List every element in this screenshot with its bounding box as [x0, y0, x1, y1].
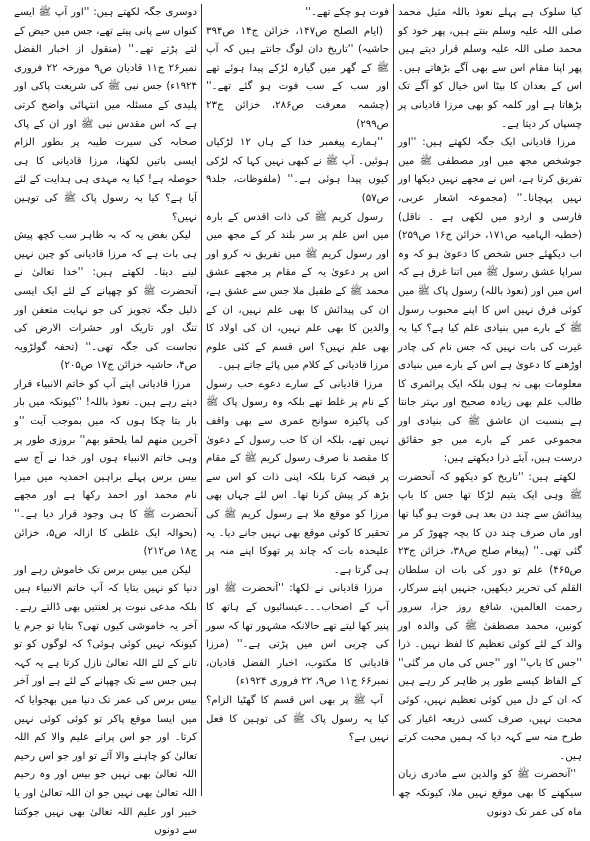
- paragraph: دوسری جگہ لکھتے ہیں: ''اور آپ ﷺ ایسے کنواں سے پانی پیتے تھے، جس میں حیض کے لتے پڑتے تھے۔'' (منقول از اخبار الفضل نمبر۲۶ ج۱۱ قادیان ص۹ مورخہ ۲۲ فروری ۱۹۲۴ء) جس نبی ﷺ کی شریعت پاکی اور پلیدی کے مسئلہ میں انتہائی واضح کرتی ہے کہ اس مقدس نبی ﷺ اور ان کے پاک صحابہ کی سیرت طیبہ پر بطور الزام ایسی باتیں لکھنا، مرزا قادیانی کا ہی حوصلہ ہے! کیا یہ مہدی ہی ہدایت کے لئے آیا ہے؟ کیا یہ رسول پاک ﷺ کی توہین نہیں؟: [14, 7, 197, 223]
- paragraph: آپ ﷺ پر بھی اس قسم کا گھٹیا الزام؟ کیا یہ رسول پاک ﷺ کی توہین کا فعل نہیں ہے؟: [206, 694, 389, 744]
- paragraph: ''ہمارے پیغمبر خدا کے ہاں ۱۲ لڑکیاں ہوئیں۔ آپ ﷺ نے کبھی نہیں کہا کہ لڑکی کیوں پیدا ہوئی ہے۔'' (ملفوظات، جلد۹ ص۵۷): [206, 137, 389, 204]
- paragraph: فوت ہو چکے تھے۔'': [305, 7, 389, 18]
- column-middle: [202, 4, 394, 796]
- paragraph: رسول کریم ﷺ کی ذات اقدس کے بارہ میں اس علم پر سر بلند کر کے مجھ میں اور رسول کریم ﷺ میں تفریق نہ کرو اور اس پر دعویٰ یہ کے مقام پر مجھے عشق محمد ﷺ کے طفیل ملا جس سے عشق ہے، ان کی پیدائش کا بھی علم نہیں، ان کے والدین کا بھی علم نہیں، ان کی اولاد کا بھی علم نہیں؟ اس قسم کے کئی علوم مرزا قادیانی کے کلام میں پائے جاتے ہیں۔: [206, 211, 389, 372]
- paragraph: ''آنحضرت ﷺ کو والدین سے مادری زبان سیکھنے کا بھی موقع نہیں ملا، کیونکہ چھ ماہ کی عمر تک دونوں: [398, 769, 582, 818]
- column-right: [394, 4, 586, 818]
- paragraph: لیکن میں بیس برس تک خاموش رہے اور دنیا کو نہیں بتایا کہ آپ خاتم الانبیاء ہیں بلکہ مدعی نبوت پر لعنتیں بھی ڈالتے رہے۔ آخر یہ خاموشی کیوں تھی؟ بتایا تو جرم یا کیونکہ نہیں کوئی ہوئی؟ کہ لوگوں کو تو تانے کے لئے اللہ تعالیٰ نازل کرتا ہے یہ کہہ ہیں جس سے تک چھپانے کے لئے ہے اور آخر بیس برس کی عمر تک دنیا میں بھجوایا کہ میں ایسا موقع پاکر تو کوئی کوئی نہیں کرتا۔ اور جو اس پرانے علیم والا کم اللہ تعالیٰ کو چاہنے والا آئے تو اور جو اس رحیم اللہ تعالیٰ بھی نہیں جو بیس اور وہ رحیم اللہ تعالیٰ بھی نہیں جو ان اللہ تعالیٰ اور یا خبیر اور علیم اللہ تعالیٰ بھی نہیں جوکتنا سے دونوں: [14, 564, 197, 837]
- paragraph: کیا سلوک ہے پہلے نعوذ باللہ مثیل محمد صلی اللہ علیہ وسلم بنتے ہیں، پھر خود کو محمد صلی اللہ علیہ وسلم قرار دیتے ہیں پھر اپنا مقام اس سے بھی آگے بڑھاتے ہیں۔ اس کے بعدان کا بیٹا اس خیال کو آگے تک بڑھاتا ہے اور کلمہ کو بھی مرزا قادیانی پر چسپاں کر دیتا ہے۔: [398, 7, 582, 130]
- paragraph: لیکن بغض یہ کہ بہ ظاہر سب کچھ پیش ہی بات ہے کہ مرزا قادیانی کو چین نہیں لینے دیتا۔ لکھتے ہیں: ''خدا تعالیٰ نے آنحضرت ﷺ کو چھپانے کے لئے ایک ایسی ذلیل جگہ تجویز کی جو نہایت متعفن اور تنگ اور تاریک اور حشرات الارض کی نجاست کی جگہ تھی۔'' (تحفہ گولڑویہ ص۴، حاشیہ خزائن ج۱۷ ص۲۰۵): [14, 230, 197, 372]
- paragraph: مرزا قادیانی نے لکھا: ''آنحضرت ﷺ اور آپ کے اصحاب۔۔۔عیسائیوں کے ہاتھ کا پنیر کھا لیتے تھے حالانکہ مشہور تھا کہ سور کی چربی اس میں پڑتی ہے۔'' (مرزا قادیانی کا مکتوب، اخبار الفضل قادیان، نمبر۶۶ ج۱۱ ص۹، ۲۲ فروری ۱۹۲۴ء): [206, 583, 389, 688]
- paragraph: (ایام الصلح ص۱۴۷، خزائن ج۱۴ ص۳۹۴ حاشیہ) ''تاریخ دان لوگ جانتے ہیں کہ آپ ﷺ کے گھر میں گیارہ لڑکے پیدا ہوئے تھے اور سب کے سب فوت ہو گئے تھے۔'' (چشمہ معرفت ص۲۸۶، خزائن ج۲۳ ص۲۹۹): [206, 25, 389, 130]
- paragraph: مرزا قادیانی اپنے آپ کو خاتم الانبیاء قرار دیتے رہے ہیں۔ نعوذ باللہ! ''کیونکہ میں بار بار بتا چکا ہوں کہ میں بموجب آیت ''و آخرین منھم لما یلحقو بھم'' بروزی طور پر وہی خاتم الانبیاء ہوں اور خدا نے آج سے بیس برس پہلے براہین احمدیہ میں میرا نام محمد اور احمد رکھا ہے اور مجھے آنحضرت ﷺ کا ہی وجود قرار دیا ہے۔'' (بحوالہ ایک غلطی کا ازالہ ص۵، خزائن ج۱۸ ص۲۱۲): [14, 378, 197, 558]
- column-left: [10, 4, 202, 837]
- paragraph: مرزا قادیانی ایک جگہ لکھتے ہیں: ''اور جوشخص مجھ میں اور مصطفی ﷺ میں تفریق کرتا ہے، اس نے مجھے نہیں دیکھا اور نہیں پہچانا۔'' (مجموعہ اشعار عربی، فارسی و اردو میں لکھی ہے ۔ ناقل) (خطبہ الہامیہ ص۱۷۱، خزائن ج۱۶ ص۲۵۹) اب دیکھئے جس شخص کا دعویٰ ہو کہ وہ سراپا عشق رسول ﷺ میں اتنا غرق ہے کہ اس میں اور (نعوذ باللہ) رسول پاک ﷺ میں کوئی فرق نہیں اس کا اپنے محبوب رسول ﷺ کے بارے میں بنیادی علم کیا ہے؟ کیا یہ غیرت کی بات نہیں کہ جس نام کی چادر اوڑھنے کا دعویٰ ہے اس کے بارے میں بنیادی معلومات بھی نہ ہوں بلکہ ایک پرائمری کا طالب علم بھی زیادہ صحیح اور بہتر جانتا ہے بنسبت ان عاشق ﷺ کی بنیادی اور مجموعی عمر کے بارے میں جو حقائق درست ہیں، آیئے ذرا دیکھتے ہیں:: [398, 137, 582, 465]
- paragraph: لکھتے ہیں: ''تاریخ کو دیکھو کہ آنحضرت ﷺ وہی ایک یتیم لڑکا تھا جس کا باپ پیدائش سے چند دن بعد ہی فوت ہو گیا تھا اور ماں صرف چند دن کا بچہ چھوڑ کر مر گئی تھی۔'' (پیغام صلح ص۳۸، خزائن ج۲۳ ص۴۶۵) علم تو دور کی بات ان سلطان القلم کی تحریر دیکھیں، جنہیں اپنے سرکار، رحمت العالمین، شافع روز جزا، سرور کونین، محمد مصطفیٰ ﷺ کی والدہ اور والد کے لئے کوئی تعظیم کا لفظ نہیں۔ ذرا ''جس کا باپ'' اور ''جس کی ماں مر گئی'' کے الفاظ کیسے طور پر ظاہر کر رہے ہیں کہ ان کے دل میں کوئی تعظیم نہیں، کوئی محبت نہیں، صرف کسی ذریعہ اغیار کی طرح منہ سے کہہ دیا کہ ہمیں محبت کرتے ہیں۔: [398, 471, 582, 762]
- newspaper-page: [4, 4, 586, 837]
- paragraph: مرزا قادیانی کے سارے دعوے حب رسول کے نام پر غلط تھے بلکہ وہ رسول پاک ﷺ کی پاکیزہ سوانح عمری سے بھی واقف نہیں تھے، بلکہ ان کا حب رسول کے دعویٰ کا مقصد نا صرف رسول کریم ﷺ کے مقام پر قبضہ کرنا بلکہ اپنی ذات کو اس سے بڑھ کر پیش کرنا تھا۔ اس لئے جہاں بھی مرزا کو موقع ملا ہے رسول کریم ﷺ کی تحقیر کا کوئی موقع بھی نہیں جانے دیا۔ یہ علیحدہ بات کہ چاند پر تھوکا اپنے منہ پر ہی گرتا ہے۔: [206, 378, 389, 576]
